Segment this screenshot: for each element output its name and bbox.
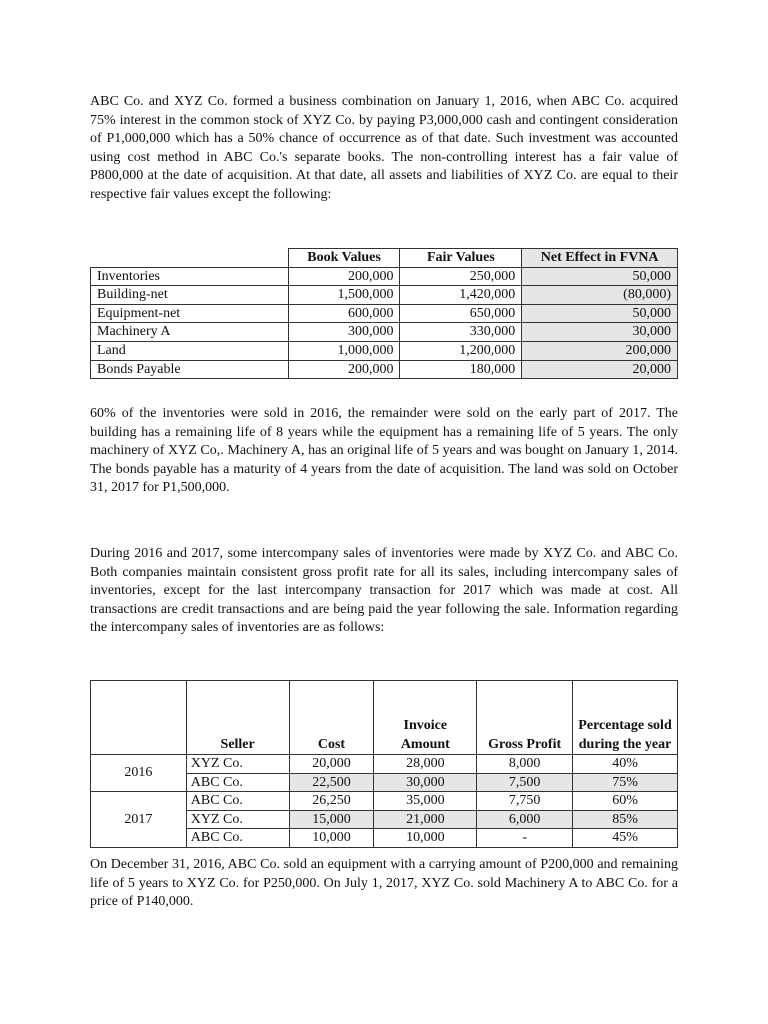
book-value: 300,000 — [288, 323, 400, 342]
cost: 15,000 — [289, 810, 374, 829]
row-label: Building-net — [91, 286, 289, 305]
fair-value: 250,000 — [400, 267, 522, 286]
cost: 10,000 — [289, 829, 374, 848]
net-effect: 200,000 — [522, 341, 678, 360]
equipment-sale-paragraph: On December 31, 2016, ABC Co. sold an equipment with a carrying amount of P200,000 and remaining life of 5 years to XYZ Co. for P250,000. On July 1, 2017, XYZ Co. sold Machinery A to ABC Co. for a price of P140,000. — [90, 857, 678, 910]
header-percentage-sold: Percentage sold during the year — [573, 681, 678, 755]
table-row — [91, 323, 678, 342]
seller: ABC Co. — [186, 829, 289, 848]
gross-profit: 7,500 — [477, 773, 573, 792]
header-fair-values: Fair Values — [400, 249, 522, 268]
cost: 20,000 — [289, 755, 374, 774]
header-gross-profit: Gross Profit — [477, 681, 573, 755]
row-label: Machinery A — [91, 323, 289, 342]
percentage-sold: 75% — [573, 773, 678, 792]
table-row — [91, 267, 678, 286]
gross-profit: 6,000 — [477, 810, 573, 829]
table-row — [91, 792, 678, 811]
year-cell: 2017 — [91, 792, 187, 848]
book-value: 1,500,000 — [288, 286, 400, 305]
invoice-amount: 28,000 — [374, 755, 477, 774]
table-row — [91, 360, 678, 379]
percentage-sold: 45% — [573, 829, 678, 848]
intercompany-header-row — [91, 681, 678, 755]
header-net-effect: Net Effect in FVNA — [522, 249, 678, 268]
table-row — [91, 304, 678, 323]
header-invoice-amount: Invoice Amount — [374, 681, 477, 755]
row-label: Bonds Payable — [91, 360, 289, 379]
header-year-blank — [91, 681, 187, 755]
row-label: Equipment-net — [91, 304, 289, 323]
table-row — [91, 341, 678, 360]
gross-profit: 7,750 — [477, 792, 573, 811]
net-effect: 50,000 — [522, 267, 678, 286]
invoice-amount: 30,000 — [374, 773, 477, 792]
fair-value: 330,000 — [400, 323, 522, 342]
gross-profit: - — [477, 829, 573, 848]
intercompany-sales-table — [90, 680, 678, 848]
fair-value: 180,000 — [400, 360, 522, 379]
book-value: 600,000 — [288, 304, 400, 323]
table-row — [91, 755, 678, 774]
seller: ABC Co. — [186, 792, 289, 811]
seller: XYZ Co. — [186, 810, 289, 829]
percentage-sold: 40% — [573, 755, 678, 774]
inventory-building-paragraph: 60% of the inventories were sold in 2016, the remainder were sold on the early part of 2017. The building has a remaining life of 8 years while the equipment has a remaining life of 5 years. The only machinery of XYZ Co,. Machinery A, has an original life of 5 years and was bought on January 1, 2014. The bonds payable has a maturity of 4 years from the date of acquisition. The land was sold on October 31, 2017 for P1,500,000. — [90, 406, 678, 496]
book-value: 200,000 — [288, 360, 400, 379]
net-effect: 20,000 — [522, 360, 678, 379]
intro-paragraph: ABC Co. and XYZ Co. formed a business combination on January 1, 2016, when ABC Co. acquired 75% interest in the common stock of XYZ Co. by paying P3,000,000 cash and contingent consideration of P1,000,000 which has a 50% chance of occurrence as of that date. Such investment was accounted using cost method in ABC Co.'s separate books. The non-controlling interest has a fair value of P800,000 at the date of acquisition. At that date, all assets and liabilities of XYZ Co. are equal to their respective fair values except the following: — [90, 94, 678, 202]
seller: ABC Co. — [186, 773, 289, 792]
cost: 26,250 — [289, 792, 374, 811]
seller: XYZ Co. — [186, 755, 289, 774]
invoice-amount: 10,000 — [374, 829, 477, 848]
table-row — [91, 286, 678, 305]
book-value: 200,000 — [288, 267, 400, 286]
fair-value: 1,200,000 — [400, 341, 522, 360]
fair-value: 650,000 — [400, 304, 522, 323]
gross-profit: 8,000 — [477, 755, 573, 774]
book-value: 1,000,000 — [288, 341, 400, 360]
year-cell: 2016 — [91, 755, 187, 792]
invoice-amount: 21,000 — [374, 810, 477, 829]
fair-value-header-row — [91, 249, 678, 268]
net-effect: 30,000 — [522, 323, 678, 342]
cost: 22,500 — [289, 773, 374, 792]
header-blank — [91, 249, 289, 268]
invoice-amount: 35,000 — [374, 792, 477, 811]
header-book-values: Book Values — [288, 249, 400, 268]
fair-value: 1,420,000 — [400, 286, 522, 305]
net-effect: 50,000 — [522, 304, 678, 323]
row-label: Land — [91, 341, 289, 360]
percentage-sold: 60% — [573, 792, 678, 811]
row-label: Inventories — [91, 267, 289, 286]
net-effect: (80,000) — [522, 286, 678, 305]
header-seller: Seller — [186, 681, 289, 755]
header-cost: Cost — [289, 681, 374, 755]
intercompany-sales-paragraph: During 2016 and 2017, some intercompany sales of inventories were made by XYZ Co. and ABC Co. Both companies maintain consistent gross profit rate for all its sales, including intercompany sales of inventories, except for the last intercompany transaction for 2017 which was made at cost. All transactions are credit transactions and are being paid the year following the sale. Information regarding the intercompany sales of inventories are as follows: — [90, 546, 678, 636]
fair-value-table — [90, 248, 678, 379]
percentage-sold: 85% — [573, 810, 678, 829]
